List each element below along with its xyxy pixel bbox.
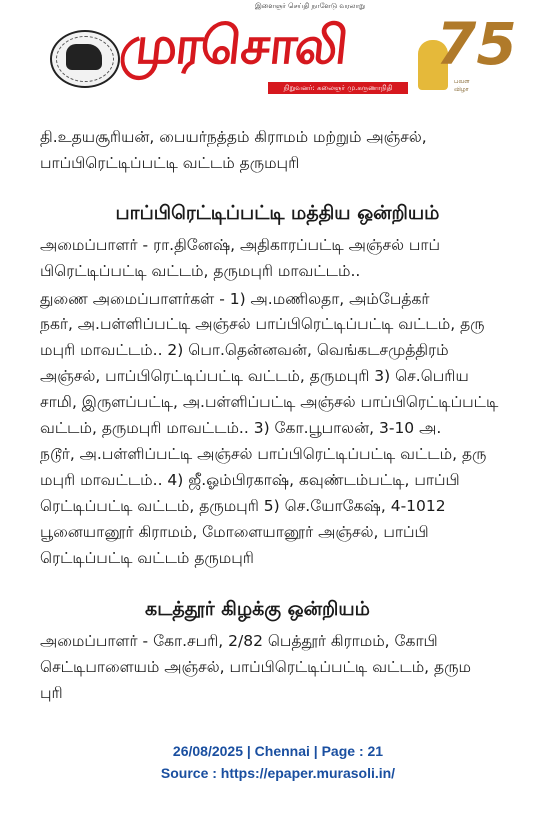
article-line: நடூர், அ.பள்ளிப்பட்டி அஞ்சல் பாப்பிரெட்டிப்பட்டி வட்டம், தரு <box>40 445 487 463</box>
article-line: ரெட்டிப்பட்டி வட்டம், தருமபுரி 5) செ.யோகேஷ், 4-1012 <box>40 497 446 515</box>
article-line: மபுரி மாவட்டம்.. 2) பொ.தென்னவன், வெங்கடசமுத்திரம் <box>40 341 449 359</box>
section-heading: கடத்தூர் கிழக்கு ஒன்றியம் <box>145 598 370 620</box>
article-line: ரெட்டிப்பட்டி வட்டம் தருமபுரி <box>40 549 254 567</box>
article-line: செட்டிபாளையம் அஞ்சல், பாப்பிரெட்டிப்பட்டி வட்டம், தரும <box>40 658 471 676</box>
article-line: வட்டம், தருமபுரி மாவட்டம்.. 3) கோ.பூபாலன், 3-10 அ. <box>40 419 442 437</box>
footer-date-line: 26/08/2025 | Chennai | Page : 21 <box>172 743 384 759</box>
badge-text: பவள விழா <box>454 78 470 93</box>
article-line: அமைப்பாளர் - ரா.தினேஷ், அதிகாரப்பட்டி அஞ்சல் பாப் <box>40 236 441 254</box>
page-footer <box>0 740 556 784</box>
article-line: பாப்பிரெட்டிப்பட்டி வட்டம் தருமபுரி <box>40 154 300 172</box>
article-line: அஞ்சல், பாப்பிரெட்டிப்பட்டி வட்டம், தருமபுரி 3) செ.பெரிய <box>40 367 469 385</box>
section-heading: பாப்பிரெட்டிப்பட்டி மத்திய ஒன்றியம் <box>115 202 440 224</box>
masthead-tagline: இளைஞர் செய்தி நாளேடு வரலாறு <box>255 2 365 10</box>
anniversary-badge <box>414 10 517 96</box>
article-line: மபுரி மாவட்டம்.. 4) ஜீ.ஓம்பிரகாஷ், கவுண்டம்பட்டி, பாப்பி <box>40 471 460 489</box>
masthead <box>0 0 556 100</box>
bull-emblem-icon <box>50 30 120 88</box>
badge-number: 75 <box>436 10 517 78</box>
logo-subtitle: நிறுவனர்: கலைஞர் மு.கருணாநிதி <box>268 82 408 94</box>
article-line: பூனையானூர் கிராமம், மோளையானூர் அஞ்சல், பாப்பி <box>40 523 429 541</box>
article-line: சாமி, இருளப்பட்டி, அ.பள்ளிப்பட்டி அஞ்சல் பாப்பிரெட்டிப்பட்டி <box>40 393 499 411</box>
newspaper-logo: முரசொலி <box>116 16 350 76</box>
article-line: பிரெட்டிப்பட்டி வட்டம், தருமபுரி மாவட்டம்.. <box>40 262 361 280</box>
article-line: புரி <box>40 684 63 702</box>
article-line: தி.உதயசூரியன், பையர்நத்தம் கிராமம் மற்றும் அஞ்சல், <box>40 128 427 146</box>
cut-off-line <box>40 100 45 114</box>
article-line: அமைப்பாளர் - கோ.சபரி, 2/82 பெத்தூர் கிராமம், கோபி <box>40 632 438 650</box>
article-line: நகர், அ.பள்ளிப்பட்டி அஞ்சல் பாப்பிரெட்டிப்பட்டி வட்டம், தரு <box>40 315 485 333</box>
article-line: துணை அமைப்பாளர்கள் - 1) அ.மணிலதா, அம்பேத்கர் <box>40 290 430 308</box>
footer-source-link[interactable]: Source : https://epaper.murasoli.in/ <box>160 765 396 781</box>
